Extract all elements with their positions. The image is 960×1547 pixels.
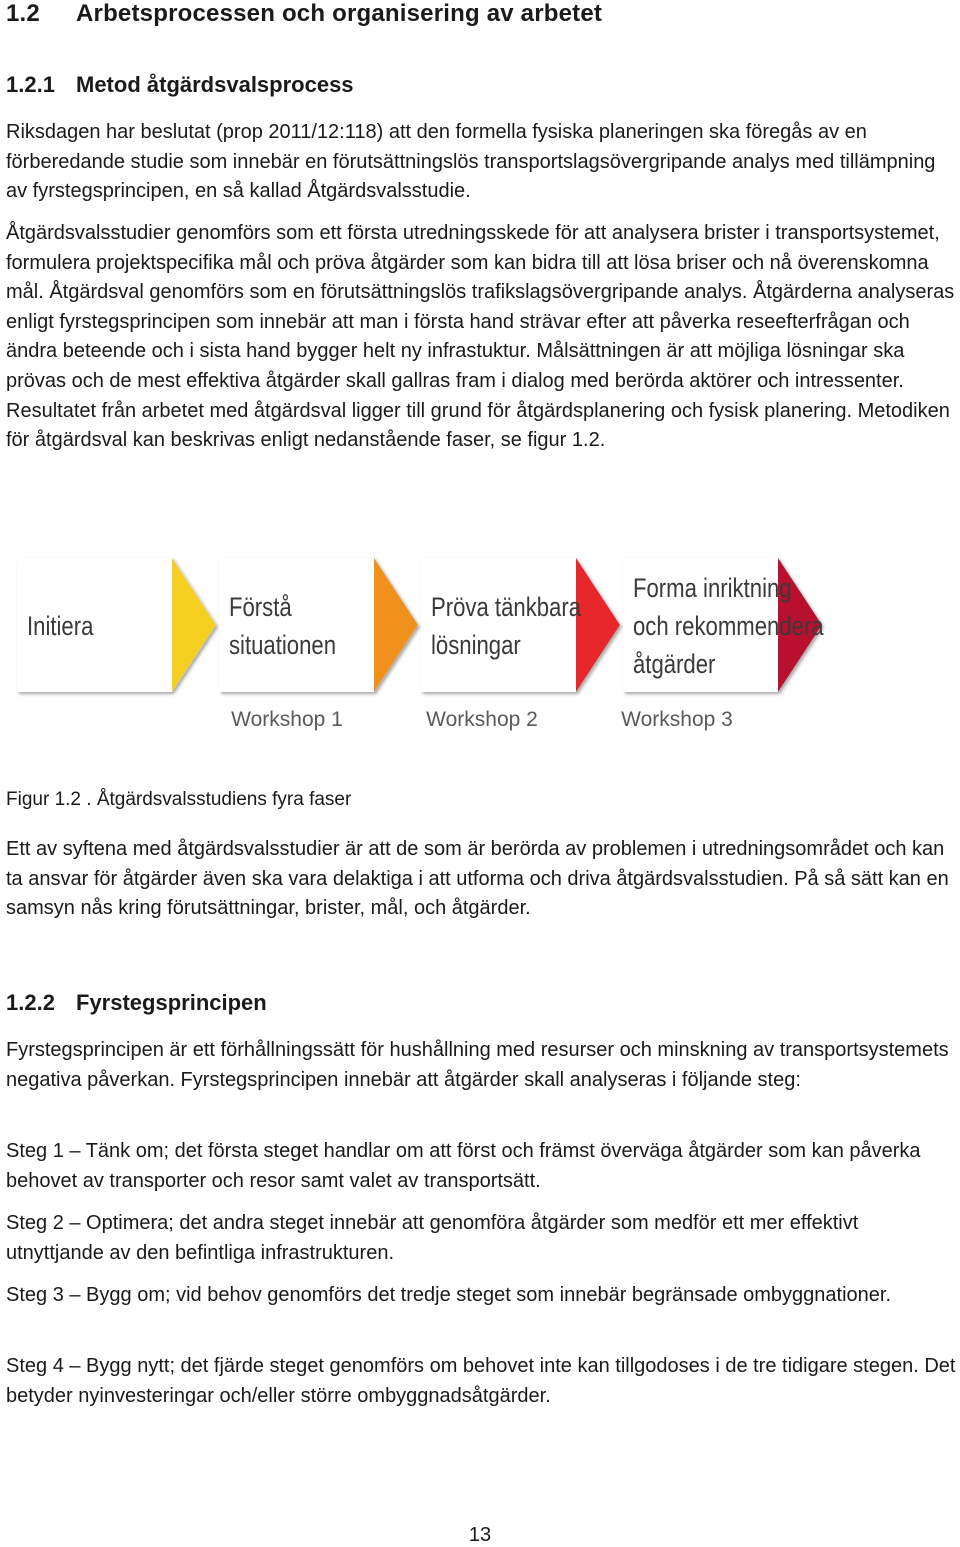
phase-label: situationen <box>229 631 337 661</box>
section-heading <box>6 0 602 28</box>
phase-label: Forma inriktning <box>633 574 792 604</box>
phase-2 <box>219 558 418 692</box>
phase-arrow <box>172 558 216 692</box>
step-paragraph-3: Steg 3 – Bygg om; vid behov genomförs det tredje steget som innebär begränsade ombyggnationer. <box>6 1284 891 1306</box>
workshop-label: Workshop 2 <box>426 708 538 731</box>
section-title: Arbetsprocessen och organisering av arbetet <box>76 0 603 27</box>
phase-arrow <box>576 558 620 692</box>
subsection-number-1: 1.2.1 <box>6 72 55 97</box>
paragraph: Fyrstegsprincipen är ett förhållningssätt för hushållning med resurser och minskning av transportsystemets negativa påverkan. Fyrstegsprincipen innebär att åtgärder skall analyseras i följande steg: <box>6 1039 949 1091</box>
subsection-title-2: Fyrstegsprincipen <box>76 990 267 1015</box>
workshop-label: Workshop 3 <box>621 708 733 731</box>
step-paragraph-1: Steg 1 – Tänk om; det första steget handlar om att först och främst överväga åtgärder som kan påverka behovet av transporter och resor samt valet av transportsätt. <box>6 1140 921 1192</box>
phase-3 <box>421 558 620 692</box>
phase-4 <box>623 558 824 692</box>
step-paragraph-4: Steg 4 – Bygg nytt; det fjärde steget genomförs om behovet inte kan tillgodoses i de tre tidigare stegen. Det betyder nyinvesteringar och/eller större ombyggnadsåtgärder. <box>6 1355 956 1407</box>
phase-label: Initiera <box>27 612 94 642</box>
phase-label: Förstå <box>229 593 292 623</box>
phase-label: och rekommendera <box>633 612 824 642</box>
workshop-label: Workshop 1 <box>231 708 343 731</box>
phase-diagram <box>12 550 852 740</box>
section-number: 1.2 <box>6 0 40 27</box>
paragraph: Åtgärdsvalsstudier genomförs som ett första utredningsskede för att analysera brister i transportsystemet, formulera projektspecifika mål och pröva åtgärder som kan bidra till att lösa briser och nå överenskomna mål. Åtgärdsval genomförs som en förutsättningslös trafikslagsövergripande analys. Åtgärderna analyseras enligt fyrstegsprincipen som innebär att man i första hand strävar efter att påverka reseefterfrågan och ändra beteende och i sista hand bygger helt ny infrastuktur. Målsättningen är att möjliga lösningar ska prövas och de mest effektiva åtgärder skall gallras fram i dialog med berörda aktörer och intressenter. Resultatet från arbetet med åtgärdsval ligger till grund för åtgärdsplanering och fysisk planering. Metodiken för åtgärdsval kan beskrivas enligt nedanstående faser, se figur 1.2. <box>6 222 955 452</box>
subsection-heading-1 <box>6 72 354 98</box>
phase-label: Pröva tänkbara <box>431 593 582 623</box>
paragraph: Riksdagen har beslutat (prop 2011/12:118) att den formella fysiska planeringen ska föregås av en förberedande studie som innebär en förutsättningslös transportslagsövergripande analys med tillämpning av fyrstegsprincipen, en så kallad Åtgärdsvalsstudie. <box>6 121 936 203</box>
subsection-title-1: Metod åtgärdsvalsprocess <box>76 72 354 97</box>
phase-diagram-svg <box>12 550 852 740</box>
phase-label: lösningar <box>431 631 521 661</box>
page-number: 13 <box>468 1524 492 1546</box>
phase-label: åtgärder <box>633 650 716 680</box>
step-paragraph-2: Steg 2 – Optimera; det andra steget innebär att genomföra åtgärder som medför ett mer effektivt utnyttjande av den befintliga infrastrukturen. <box>6 1212 859 1264</box>
subsection-heading-2 <box>6 990 267 1016</box>
phase-1 <box>17 558 216 692</box>
figure-caption: Figur 1.2 . Åtgärdsvalsstudiens fyra faser <box>6 789 352 810</box>
phase-arrow <box>374 558 418 692</box>
paragraph: Ett av syftena med åtgärdsvalsstudier är att de som är berörda av problemen i utredningsområdet och kan ta ansvar för åtgärder även ska vara delaktiga i att utforma och driva åtgärdsvalsstudien. På så sätt kan en samsyn nås kring förutsättningar, brister, mål, och åtgärder. <box>6 838 949 920</box>
subsection-number-2: 1.2.2 <box>6 990 55 1015</box>
